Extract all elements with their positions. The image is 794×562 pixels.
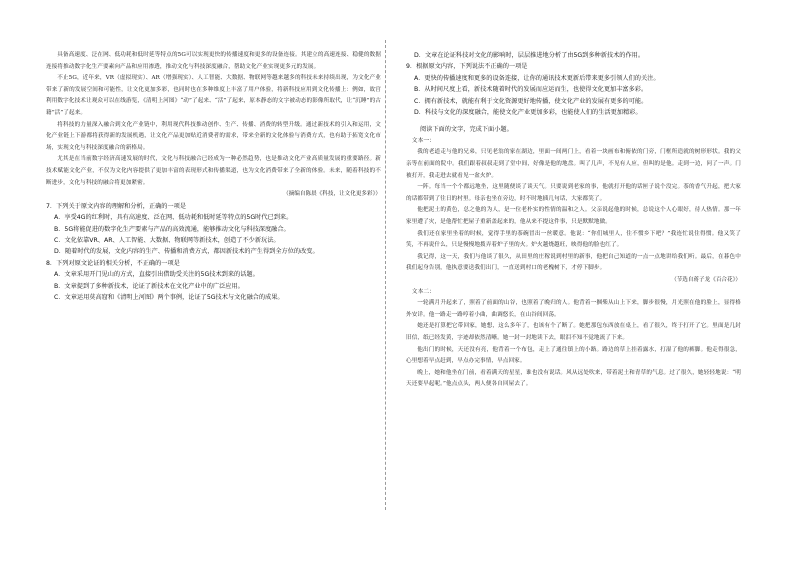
text-two-label: 文本二： <box>411 288 435 295</box>
passage-paragraph: 将科技的力量深入融合到文化产业链中，利用现代科技推动创作、生产、传播、消费的转型升级。通过新技术的引入和运用，文化产业链上下游都将获得新的发展机遇，让文化产品更加贴近消费者的需求，带来全新的文化体验与消费方式，也有助于拓宽文化市场，实现文化与科技深度融合的新格局。 <box>46 121 381 151</box>
left-column <box>46 50 381 303</box>
column-divider <box>385 40 386 510</box>
question-7-option-c: C．文化依靠VR、AR、人工智能、大数据、物联网等新技术，创造了不少新玩法。 <box>54 236 280 244</box>
question-9-option-d: D．科技与文化的深度融合，能使文化产业更加多彩，也能使人们的生活更加精彩。 <box>414 109 642 117</box>
question-9-stem: 9．根据原文内容，下列说法不正确的一项是 <box>406 63 528 71</box>
question-9-option-a: A．更快的传播速度和更多的设备连接，让你的通讯技术更新后带来更多引领人们的关注。 <box>414 74 660 82</box>
text-two-paragraph: 一轮满月升起来了，照着了前面的山谷，也照着了晚归的人。他背着一捆柴从山上下来，脚步很慢，月光照在他的脸上，显得格外安详。他一路走一路哼着小曲，曲调悠长，在山谷间回荡。 <box>406 300 741 318</box>
text-one-label: 文本一： <box>411 137 435 144</box>
question-8-option-c: C．文章运用莫高窟和《清明上河图》两个事例，论证了5G技术与文化融合的成果。 <box>54 293 284 301</box>
question-9-option-b: B．从时间尺度上看，新技术随着时代的发展而应运而生，也使得文化更加丰富多彩。 <box>414 86 648 94</box>
reading-instruction: 阅读下面的文字，完成下面小题。 <box>420 126 513 134</box>
question-7-option-a: A．享受4G的红利时，具有高速度、泛在网、低功耗和低时延等特点的5G时代已到来。 <box>54 214 293 222</box>
question-8-option-d: D．文章在论证科技对文化的影响时，层层推进地分析了由5G到多种新技术的作用。 <box>414 52 645 59</box>
question-7-option-b: B．5G将能促进的数字化生产要素与产品的高效流通，能够推动文化与科技深度融合。 <box>54 225 290 233</box>
text-one-paragraph: 他把泥土的黄色，总之他的为人，是一位老朴实的性情的温和之人。父亲说起他的时候，总说这个人心眼好，待人热情。那一年家里遭了灾，是他帮忙把屋子重新盖起来的，他从来不提这件事，只是默默地做。 <box>406 207 741 225</box>
text-one-source: （节选自蒋子龙《百合花》） <box>671 276 741 283</box>
question-7-option-d: D．随着时代的发展，文化内容的生产、传播和消费方式，都因新技术的产生得到全方位的改变。 <box>54 248 319 256</box>
question-8-option-a: A．文章采用开门见山的方式，直接引出借助受关注的5G技术到来的话题。 <box>54 271 259 279</box>
text-one-paragraph: 我记得，这一天，我们与他谈了很久，从田里的庄稼说到村里的新事，他把自己知道的一点一点地讲给我们听。最后，在暮色中我们起身告别，他执意要送我们出门，一直送到村口的老槐树下，才停下脚步。 <box>406 253 741 272</box>
passage-paragraph: 不止5G，近年来，VR（虚拟现实）、AR（增强现实）、人工智能、大数据、物联网等越来越多的科技未来持续出现，为文化产业带来了新的发展空间和可能性，让文化更加多彩，也同时也在多种维度上丰富了用户体验，将新科技应用到文化传播上：例如，故宫利用数字化技术让观众可以在线游览，《清明上河图》“动”了起来、“活”了起来，原本静态的文字被动态的影像所取代，让“沉睡”的古籍”活”了起来。 <box>46 75 381 116</box>
passage-paragraph: 具备高速度、泛在网、低功耗和低时延等特点的5G可以实现更快的传播速度和更多的设备连接。其建立的高速连接、稳健的数据连接将推动数字化生产要素向产品和应用渗透，推动文化与科技深度融合，帮助文化产业实现更多元的发展。 <box>46 52 381 70</box>
question-8-option-b: B．文章提到了多种新技术，论证了新技术在文化产业中的广泛应用。 <box>54 282 244 290</box>
right-column <box>406 50 741 391</box>
question-7-stem: 7．下列关于原文内容的理解和分析，正确的一项是 <box>46 202 187 210</box>
text-two-paragraph: 她还是打算把它带回家，她想，这么多年了，也该有个了断了。她把那包东西放在桌上，看了很久，终于打开了它。里面是几封旧信，纸已经发黄，字迹却依然清晰。她一封一封地读下去，眼泪不知不觉地流了下来。 <box>406 323 741 341</box>
question-8-stem: 8．下列对原文论证的相关分析，不正确的一项是 <box>46 259 180 267</box>
text-two-paragraph: 他出门的时候，天还没有亮，他背着一个布包，走上了通往镇上的小路。路边的草上挂着露水，打湿了他的裤脚。他走得很急，心里想着早点赶到，早点办完事情，早点回家。 <box>406 346 741 365</box>
text-two-paragraph: 晚上，她和他坐在门前，看着满天的星星，谁也没有说话。风从远处吹来，带着泥土和青草的气息。过了很久，她轻轻地说：“明天还要早起呢。”他点点头，两人便各自回屋去了。 <box>406 369 741 388</box>
passage-paragraph: 尤其是在当前数字经济高速发展的时代，文化与科技融合已经成为一种必然趋势，也是推动文化产业高质量发展的重要路径。新技术赋能文化产业，不仅为文化内容提供了更加丰富的表现形式和传播渠道，也为文化消费带来了全新的体验。未来，随着科技的不断进步，文化与科技的融合将更加紧密。 <box>46 156 381 186</box>
question-9-option-c: C．拥有新技术，就能有利于文化资源更好地传播，使文化产业的发展有更多的可能。 <box>414 97 648 105</box>
text-one-paragraph: 我的老道走与他的兄弟，只见老翁的家在湖边，里面一间两门上，看着一块画布和俯依的门旁，门框所造就的树形形状。我的父亲等在前面的院中。我们跟着叔叔走到了堂中间，好像是他的地盘。叫了几声，不见有人应，但叫的是他。走到一边，问了一声。门被打开，我走进去就看见一盆火炉。 <box>406 149 741 179</box>
passage-source: （摘编自陈晨《科技，让文化更多彩》） <box>283 191 381 198</box>
text-one-paragraph: 我们还在家里坐着的时候，觉得手里的茶碗冒出一丝暖意。他说：“你们城里人，住不惯乡下吧？”我连忙说住得惯。他又笑了笑，不再说什么，只是慢慢地拨弄着炉子里的火。炉火越烧越旺，映得他的脸也红了。 <box>406 230 741 249</box>
text-one-paragraph: 一阵。每当一个个都远地坐，这里随便谈了谈天气。只要说到老家的事，他就打开他的话匣子说个没完。茶的香气升起，把大家的话都带到了往日的村里。母亲也坐在旁边，时不时地插几句话，大家都笑了。 <box>406 184 741 202</box>
